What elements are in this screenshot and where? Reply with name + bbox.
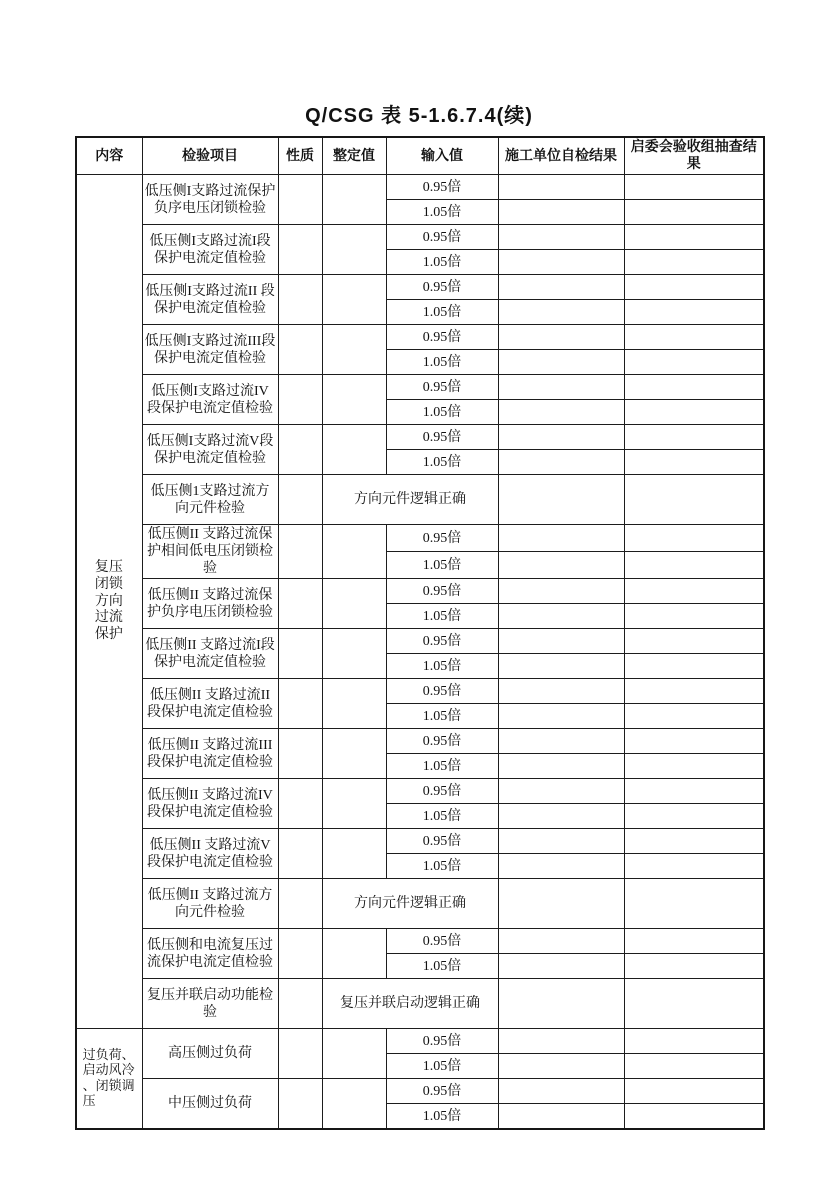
- self-check-cell: [498, 175, 624, 200]
- self-check-cell: [498, 1079, 624, 1104]
- input-value-cell: 0.95倍: [386, 729, 498, 754]
- item-name-cell: 低压侧I支路过流II 段保护电流定值检验: [142, 275, 278, 325]
- setting-value-cell: [322, 829, 386, 879]
- property-cell: [278, 779, 322, 829]
- table-row: [76, 979, 764, 1029]
- self-check-cell: [498, 779, 624, 804]
- self-check-cell: [498, 704, 624, 729]
- self-check-cell: [498, 400, 624, 425]
- self-check-cell: [498, 879, 624, 929]
- self-check-cell: [498, 979, 624, 1029]
- property-cell: [278, 979, 322, 1029]
- table-row: [76, 175, 764, 200]
- spot-check-cell: [624, 704, 764, 729]
- input-value-cell: 1.05倍: [386, 300, 498, 325]
- self-check-cell: [498, 854, 624, 879]
- input-value-cell: 1.05倍: [386, 754, 498, 779]
- spot-check-cell: [624, 175, 764, 200]
- item-name-cell: 低压侧II 支路过流保护负序电压闭锁检验: [142, 579, 278, 629]
- content-group-text: 过负荷、启动风冷、闭锁调压: [82, 1047, 135, 1109]
- input-value-cell: 1.05倍: [386, 804, 498, 829]
- table-row: [76, 225, 764, 250]
- input-value-cell: 1.05倍: [386, 250, 498, 275]
- merged-result-cell: 方向元件逻辑正确: [322, 475, 498, 525]
- self-check-cell: [498, 525, 624, 552]
- self-check-cell: [498, 225, 624, 250]
- spot-check-cell: [624, 275, 764, 300]
- self-check-cell: [498, 1054, 624, 1079]
- self-check-cell: [498, 1104, 624, 1129]
- item-name-cell: 低压侧I支路过流V段保护电流定值检验: [142, 425, 278, 475]
- input-value-cell: 1.05倍: [386, 854, 498, 879]
- setting-value-cell: [322, 375, 386, 425]
- input-value-cell: 0.95倍: [386, 425, 498, 450]
- table-row: [76, 475, 764, 525]
- input-value-cell: 1.05倍: [386, 400, 498, 425]
- self-check-cell: [498, 450, 624, 475]
- content-group-text: 复压闭锁方向过流保护: [94, 560, 123, 642]
- self-check-cell: [498, 325, 624, 350]
- item-name-cell: 低压侧I支路过流I段保护电流定值检验: [142, 225, 278, 275]
- item-name-cell: 低压侧II 支路过流III段保护电流定值检验: [142, 729, 278, 779]
- item-name-cell: 高压侧过负荷: [142, 1029, 278, 1079]
- spot-check-cell: [624, 829, 764, 854]
- self-check-cell: [498, 250, 624, 275]
- inspection-table: [75, 136, 765, 1130]
- spot-check-cell: [624, 879, 764, 929]
- input-value-cell: 1.05倍: [386, 552, 498, 579]
- property-cell: [278, 679, 322, 729]
- spot-check-cell: [624, 350, 764, 375]
- self-check-cell: [498, 579, 624, 604]
- self-check-cell: [498, 604, 624, 629]
- self-check-cell: [498, 729, 624, 754]
- input-value-cell: 1.05倍: [386, 200, 498, 225]
- spot-check-cell: [624, 400, 764, 425]
- input-value-cell: 0.95倍: [386, 629, 498, 654]
- table-row: [76, 629, 764, 654]
- self-check-cell: [498, 954, 624, 979]
- spot-check-cell: [624, 754, 764, 779]
- setting-value-cell: [322, 325, 386, 375]
- table-row: [76, 929, 764, 954]
- input-value-cell: 1.05倍: [386, 954, 498, 979]
- spot-check-cell: [624, 604, 764, 629]
- property-cell: [278, 425, 322, 475]
- input-value-cell: 1.05倍: [386, 350, 498, 375]
- spot-check-cell: [624, 552, 764, 579]
- self-check-cell: [498, 350, 624, 375]
- input-value-cell: 1.05倍: [386, 1054, 498, 1079]
- item-name-cell: 低压侧1支路过流方向元件检验: [142, 475, 278, 525]
- spot-check-cell: [624, 779, 764, 804]
- input-value-cell: 0.95倍: [386, 929, 498, 954]
- header-cell-content: 内容: [76, 137, 142, 175]
- spot-check-cell: [624, 1054, 764, 1079]
- input-value-cell: 1.05倍: [386, 654, 498, 679]
- setting-value-cell: [322, 525, 386, 579]
- property-cell: [278, 175, 322, 225]
- input-value-cell: 0.95倍: [386, 225, 498, 250]
- property-cell: [278, 829, 322, 879]
- setting-value-cell: [322, 679, 386, 729]
- content-group-label: [76, 1029, 142, 1129]
- table-row: [76, 1029, 764, 1054]
- self-check-cell: [498, 300, 624, 325]
- header-cell-inspection-item: 检验项目: [142, 137, 278, 175]
- spot-check-cell: [624, 475, 764, 525]
- setting-value-cell: [322, 629, 386, 679]
- input-value-cell: 0.95倍: [386, 579, 498, 604]
- spot-check-cell: [624, 929, 764, 954]
- spot-check-cell: [624, 225, 764, 250]
- header-cell-self-check-result: 施工单位自检结果: [498, 137, 624, 175]
- item-name-cell: 中压侧过负荷: [142, 1079, 278, 1129]
- table-row: [76, 375, 764, 400]
- self-check-cell: [498, 679, 624, 704]
- item-name-cell: 低压侧II 支路过流I段保护电流定值检验: [142, 629, 278, 679]
- input-value-cell: 1.05倍: [386, 704, 498, 729]
- item-name-cell: 低压侧II 支路过流方向元件检验: [142, 879, 278, 929]
- property-cell: [278, 275, 322, 325]
- self-check-cell: [498, 552, 624, 579]
- input-value-cell: 0.95倍: [386, 375, 498, 400]
- self-check-cell: [498, 829, 624, 854]
- self-check-cell: [498, 654, 624, 679]
- spot-check-cell: [624, 425, 764, 450]
- item-name-cell: 低压侧II 支路过流IV段保护电流定值检验: [142, 779, 278, 829]
- property-cell: [278, 225, 322, 275]
- setting-value-cell: [322, 275, 386, 325]
- property-cell: [278, 1079, 322, 1129]
- self-check-cell: [498, 629, 624, 654]
- header-cell-input-value: 输入值: [386, 137, 498, 175]
- spot-check-cell: [624, 729, 764, 754]
- table-row: [76, 579, 764, 604]
- spot-check-cell: [624, 1104, 764, 1129]
- property-cell: [278, 475, 322, 525]
- property-cell: [278, 579, 322, 629]
- property-cell: [278, 879, 322, 929]
- spot-check-cell: [624, 854, 764, 879]
- table-row: [76, 729, 764, 754]
- item-name-cell: 低压侧I支路过流保护负序电压闭锁检验: [142, 175, 278, 225]
- spot-check-cell: [624, 654, 764, 679]
- merged-result-cell: 方向元件逻辑正确: [322, 879, 498, 929]
- header-cell-setting-value: 整定值: [322, 137, 386, 175]
- input-value-cell: 0.95倍: [386, 679, 498, 704]
- spot-check-cell: [624, 375, 764, 400]
- self-check-cell: [498, 275, 624, 300]
- self-check-cell: [498, 929, 624, 954]
- table-row: [76, 1079, 764, 1104]
- input-value-cell: 0.95倍: [386, 275, 498, 300]
- item-name-cell: 低压侧和电流复压过流保护电流定值检验: [142, 929, 278, 979]
- input-value-cell: 0.95倍: [386, 325, 498, 350]
- setting-value-cell: [322, 929, 386, 979]
- input-value-cell: 0.95倍: [386, 779, 498, 804]
- input-value-cell: 1.05倍: [386, 450, 498, 475]
- property-cell: [278, 1029, 322, 1079]
- page-title: Q/CSG 表 5-1.6.7.4(续): [305, 105, 533, 127]
- spot-check-cell: [624, 954, 764, 979]
- table-row: [76, 879, 764, 929]
- header-cell-spot-check-result: 启委会验收组抽查结果: [624, 137, 764, 175]
- setting-value-cell: [322, 425, 386, 475]
- input-value-cell: 0.95倍: [386, 175, 498, 200]
- setting-value-cell: [322, 1029, 386, 1079]
- spot-check-cell: [624, 1029, 764, 1054]
- input-value-cell: 0.95倍: [386, 525, 498, 552]
- table-row: [76, 525, 764, 552]
- content-group-label: [76, 175, 142, 1029]
- property-cell: [278, 929, 322, 979]
- spot-check-cell: [624, 200, 764, 225]
- property-cell: [278, 325, 322, 375]
- item-name-cell: 低压侧II 支路过流II段保护电流定值检验: [142, 679, 278, 729]
- setting-value-cell: [322, 579, 386, 629]
- table-row: [76, 679, 764, 704]
- spot-check-cell: [624, 300, 764, 325]
- spot-check-cell: [624, 579, 764, 604]
- self-check-cell: [498, 754, 624, 779]
- table-row: [76, 425, 764, 450]
- spot-check-cell: [624, 629, 764, 654]
- spot-check-cell: [624, 679, 764, 704]
- input-value-cell: 1.05倍: [386, 604, 498, 629]
- table-row: [76, 829, 764, 854]
- setting-value-cell: [322, 779, 386, 829]
- spot-check-cell: [624, 1079, 764, 1104]
- spot-check-cell: [624, 979, 764, 1029]
- self-check-cell: [498, 200, 624, 225]
- table-row: [76, 325, 764, 350]
- property-cell: [278, 525, 322, 579]
- input-value-cell: 0.95倍: [386, 829, 498, 854]
- self-check-cell: [498, 425, 624, 450]
- spot-check-cell: [624, 450, 764, 475]
- spot-check-cell: [624, 325, 764, 350]
- property-cell: [278, 375, 322, 425]
- spot-check-cell: [624, 525, 764, 552]
- self-check-cell: [498, 375, 624, 400]
- item-name-cell: 低压侧II 支路过流保护相间低电压闭锁检验: [142, 525, 278, 579]
- input-value-cell: 0.95倍: [386, 1029, 498, 1054]
- setting-value-cell: [322, 1079, 386, 1129]
- header-cell-property: 性质: [278, 137, 322, 175]
- setting-value-cell: [322, 175, 386, 225]
- property-cell: [278, 629, 322, 679]
- table-row: [76, 779, 764, 804]
- self-check-cell: [498, 475, 624, 525]
- input-value-cell: 1.05倍: [386, 1104, 498, 1129]
- item-name-cell: 低压侧I支路过流IV 段保护电流定值检验: [142, 375, 278, 425]
- setting-value-cell: [322, 225, 386, 275]
- input-value-cell: 0.95倍: [386, 1079, 498, 1104]
- spot-check-cell: [624, 804, 764, 829]
- self-check-cell: [498, 804, 624, 829]
- item-name-cell: 复压并联启动功能检验: [142, 979, 278, 1029]
- setting-value-cell: [322, 729, 386, 779]
- item-name-cell: 低压侧I支路过流III段保护电流定值检验: [142, 325, 278, 375]
- header-row: [76, 137, 764, 175]
- self-check-cell: [498, 1029, 624, 1054]
- property-cell: [278, 729, 322, 779]
- merged-result-cell: 复压并联启动逻辑正确: [322, 979, 498, 1029]
- item-name-cell: 低压侧II 支路过流V段保护电流定值检验: [142, 829, 278, 879]
- spot-check-cell: [624, 250, 764, 275]
- table-row: [76, 275, 764, 300]
